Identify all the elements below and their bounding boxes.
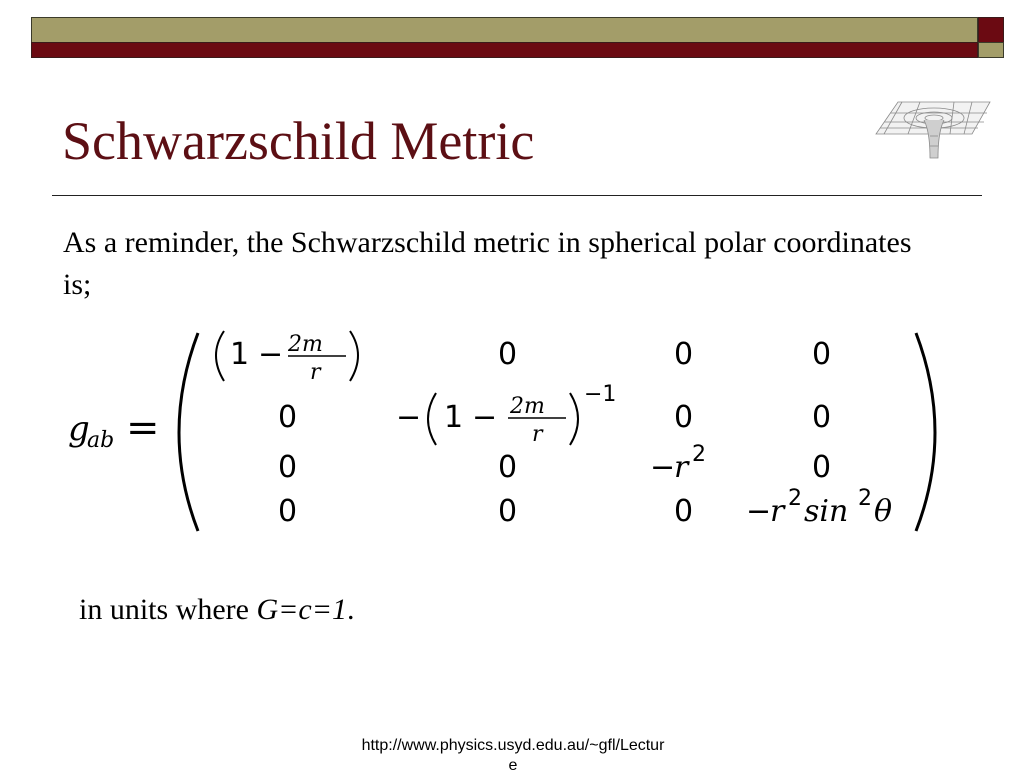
units-prefix: in units where: [79, 593, 257, 626]
paren-close-r1: [350, 331, 358, 381]
matrix-right-bracket: [916, 333, 935, 531]
r3c1: 0: [278, 450, 298, 485]
r4c4-r-exponent: 2: [788, 486, 802, 511]
r3c3-r: r: [674, 450, 689, 485]
units-value: G=c=1: [256, 593, 347, 626]
r3c4: 0: [812, 450, 832, 485]
paren-close-r2: [570, 393, 578, 445]
r1c1-one: 1: [230, 337, 250, 372]
title-divider: [52, 195, 982, 196]
r2c2-outer-minus: −: [396, 400, 422, 435]
header-bar-olive: [31, 17, 978, 43]
r4c4-theta: θ: [874, 494, 893, 529]
r1c3: 0: [674, 337, 694, 372]
units-suffix: .: [346, 593, 355, 626]
r4c4-sin-exponent: 2: [858, 486, 872, 511]
r2c1: 0: [278, 400, 298, 435]
units-note: [79, 593, 354, 627]
footer-link[interactable]: http://www.physics.usyd.edu.au/~gfl/Lecture: [361, 737, 665, 774]
r4c3: 0: [674, 494, 694, 529]
header-square-maroon: [978, 17, 1004, 43]
header-bar-maroon: [31, 42, 978, 58]
r2c2-numerator: 2m: [510, 394, 545, 419]
r2c2-exponent: −1: [584, 382, 617, 407]
metric-symbol: g: [68, 409, 90, 449]
r3c3-exponent: 2: [692, 442, 706, 467]
r3c2: 0: [498, 450, 518, 485]
spacetime-funnel-icon: [872, 96, 994, 166]
header-square-olive: [978, 42, 1004, 58]
intro-paragraph: As a reminder, the Schwarzschild metric in spherical polar coordinates is;: [63, 226, 912, 301]
metric-subscript: ab: [87, 428, 115, 453]
r4c4-r: r: [770, 494, 785, 529]
r1c2: 0: [498, 337, 518, 372]
r2c4: 0: [812, 400, 832, 435]
matrix-left-bracket: [179, 333, 198, 531]
r4c4-sin: sin: [804, 494, 849, 529]
r3c3-minus: −: [650, 450, 676, 485]
r4c2: 0: [498, 494, 518, 529]
paren-open-r1: [216, 331, 224, 381]
r1c4: 0: [812, 337, 832, 372]
r4c1: 0: [278, 494, 298, 529]
r2c3: 0: [674, 400, 694, 435]
r2c2-minus: −: [472, 400, 498, 435]
r2c2-one: 1: [444, 400, 464, 435]
metric-equation: [60, 325, 960, 540]
r1c1-minus: −: [258, 337, 284, 372]
r2c2-denominator: r: [532, 422, 543, 447]
slide-title: Schwarzschild Metric: [62, 111, 535, 171]
paren-open-r2: [428, 393, 436, 445]
equals-sign: =: [126, 405, 160, 451]
r1c1-denominator: r: [310, 360, 321, 385]
r4c4-minus: −: [746, 494, 772, 529]
r1c1-numerator: 2m: [288, 332, 323, 357]
